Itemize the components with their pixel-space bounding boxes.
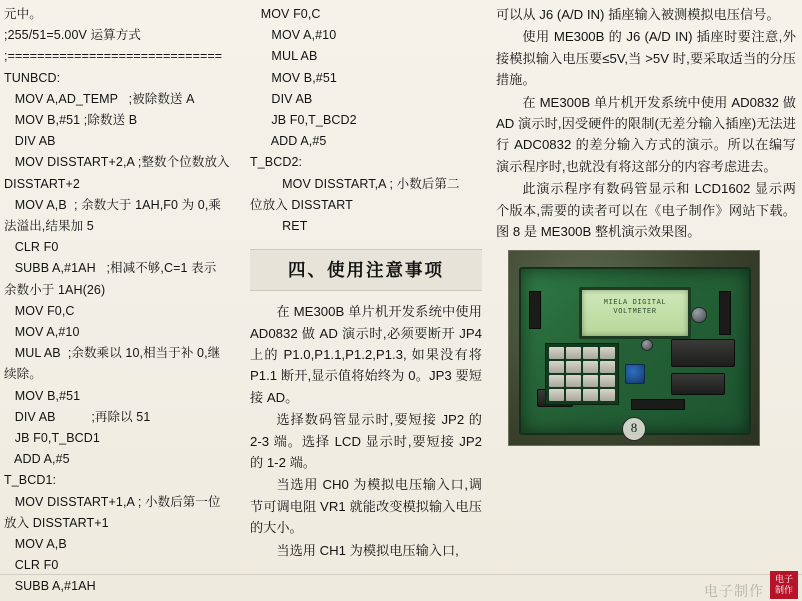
code-line: MOV A,AD_TEMP ;被除数送 A xyxy=(4,91,195,106)
keypad-key xyxy=(583,375,598,387)
code-line: MOV F0,C xyxy=(250,7,321,21)
code-line: MOV A,#10 xyxy=(250,28,337,43)
code-line: JB F0,T_BCD1 xyxy=(4,431,100,446)
code-line: T_BCD1: xyxy=(4,473,57,488)
code-line: CLR F0 xyxy=(4,558,59,573)
code-line: 位放入 DISSTART xyxy=(250,197,353,212)
keypad-key xyxy=(549,375,564,387)
section-heading-title: 四、使用注意事项 xyxy=(288,260,444,281)
code-line: DIV AB xyxy=(4,134,56,149)
keypad-key xyxy=(600,389,615,401)
pin-header xyxy=(631,399,685,410)
paragraph: 在 ME300B 单片机开发系统中使用 AD0832 做 AD 演示时,必须要断开 JP4 上的 P1.0,P1.1,P1.2,P1.3, 如果没有将 P1.1 断开,显示值将始终为 0。JP3 要短接 AD。 xyxy=(250,304,482,405)
keypad xyxy=(545,343,619,405)
paragraph: 可以从 J6 (A/D IN) 插座输入被测模拟电压信号。 xyxy=(496,7,780,22)
code-line: SUBB A,#1AH xyxy=(4,579,96,594)
capacitor xyxy=(641,339,653,351)
potentiometer xyxy=(625,364,645,384)
paragraph: 在 ME300B 单片机开发系统中使用 AD0832 做 AD 演示时,因受硬件的限制(无差分输入插座)无法进行 ADC0832 的差分输入方式的演示。所以在编写演示程序时,也就没有将这部分的内容考虑进去。 xyxy=(496,94,796,174)
paragraph: 当选用 CH0 为模拟电压输入口,调节可调电阻 VR1 就能改变模拟输入电压的大小。 xyxy=(250,477,482,536)
paragraph: 使用 ME300B 的 J6 (A/D IN) 插座时要注意,外接模拟输入电压要≤5V,当 >5V 时,要采取适当的分压措施。 xyxy=(496,29,796,88)
code-line: MOV A,B xyxy=(4,537,67,552)
figure-number: 8 xyxy=(622,417,646,441)
lcd-text xyxy=(582,299,688,317)
figure-photo xyxy=(508,250,760,446)
code-line: RET xyxy=(250,219,308,234)
code-line: MOV B,#51 xyxy=(250,70,337,85)
column-middle xyxy=(250,4,482,601)
footer-divider xyxy=(0,574,802,575)
keypad-key xyxy=(566,389,581,401)
section-heading xyxy=(250,249,482,291)
code-line: ;255/51=5.00V 运算方式 xyxy=(4,28,141,43)
keypad-key xyxy=(566,347,581,359)
code-line: ;============================= xyxy=(4,49,223,64)
code-line: MOV B,#51 xyxy=(4,388,81,403)
code-line: MOV F0,C xyxy=(4,303,75,318)
code-line: DIV AB ;再除以 51 xyxy=(4,409,151,424)
footer-logo-line-1: 电子 xyxy=(774,574,793,584)
keypad-key xyxy=(549,389,564,401)
capacitor xyxy=(691,307,707,323)
footer-logo-line-2: 制作 xyxy=(774,585,793,595)
keypad-key xyxy=(583,389,598,401)
code-line: TUNBCD: xyxy=(4,70,61,85)
keypad-key xyxy=(583,347,598,359)
page-columns xyxy=(4,4,796,601)
code-line: MOV DISSTART,A ; 小数后第二 xyxy=(250,176,460,191)
footer-logo-mark xyxy=(770,571,798,599)
keypad-key xyxy=(549,347,564,359)
lcd-display xyxy=(579,287,691,339)
code-line: MUL AB ;余数乘以 10,相当于补 0,继 xyxy=(4,346,221,361)
code-line: JB F0,T_BCD2 xyxy=(250,113,357,128)
ic-chip xyxy=(671,339,735,367)
lcd-line-2: VOLTMETER xyxy=(613,308,657,317)
code-line: 元中。 xyxy=(4,7,42,21)
development-board-photo xyxy=(508,250,760,446)
pin-header xyxy=(529,291,541,329)
column-right xyxy=(496,4,796,601)
code-line: DISSTART+2 xyxy=(4,176,80,191)
code-line: MOV B,#51 ;除数送 B xyxy=(4,113,138,128)
code-line: DIV AB xyxy=(250,91,313,106)
keypad-key xyxy=(600,347,615,359)
code-line: SUBB A,#1AH ;相减不够,C=1 表示 xyxy=(4,261,217,276)
code-line: ADD A,#5 xyxy=(250,134,327,149)
keypad-key xyxy=(549,361,564,373)
lcd-line-1: MIELA DIGITAL xyxy=(603,299,667,308)
keypad-key xyxy=(583,361,598,373)
code-line: MOV A,B ; 余数大于 1AH,F0 为 0,乘 xyxy=(4,197,222,212)
pin-header xyxy=(719,291,731,335)
code-line: MOV DISSTART+1,A ; 小数后第一位 xyxy=(4,494,221,509)
keypad-key xyxy=(566,375,581,387)
keypad-key xyxy=(600,375,615,387)
keypad-key xyxy=(600,361,615,373)
keypad-key xyxy=(566,361,581,373)
column-left-code xyxy=(4,4,236,601)
paragraph: 当选用 CH1 为模拟电压输入口, xyxy=(276,542,459,558)
ic-chip xyxy=(671,373,725,395)
code-line: MOV DISSTART+2,A ;整数个位数放入 xyxy=(4,155,230,170)
code-line: MUL AB xyxy=(250,49,318,64)
pcb-board xyxy=(519,267,751,435)
paragraph: 此演示程序有数码管显示和 LCD1602 显示两个版本,需要的读者可以在《电子制作》网站下载。图 8 是 ME300B 整机演示效果图。 xyxy=(496,181,796,240)
code-line: CLR F0 xyxy=(4,240,59,255)
code-line: T_BCD2: xyxy=(250,155,303,170)
code-line: 余数小于 1AH(26) xyxy=(4,282,106,297)
code-line: 续除。 xyxy=(4,367,42,382)
footer-brand: 电子制作 xyxy=(704,585,764,600)
paragraph: 选择数码管显示时,要短接 JP2 的 2-3 端。选择 LCD 显示时,要短接 JP2 的 1-2 端。 xyxy=(250,412,482,471)
code-line: 法溢出,结果加 5 xyxy=(4,219,94,234)
code-line: ADD A,#5 xyxy=(4,452,70,467)
code-line: MOV A,#10 xyxy=(4,325,80,340)
code-line: 放入 DISSTART+1 xyxy=(4,515,109,530)
